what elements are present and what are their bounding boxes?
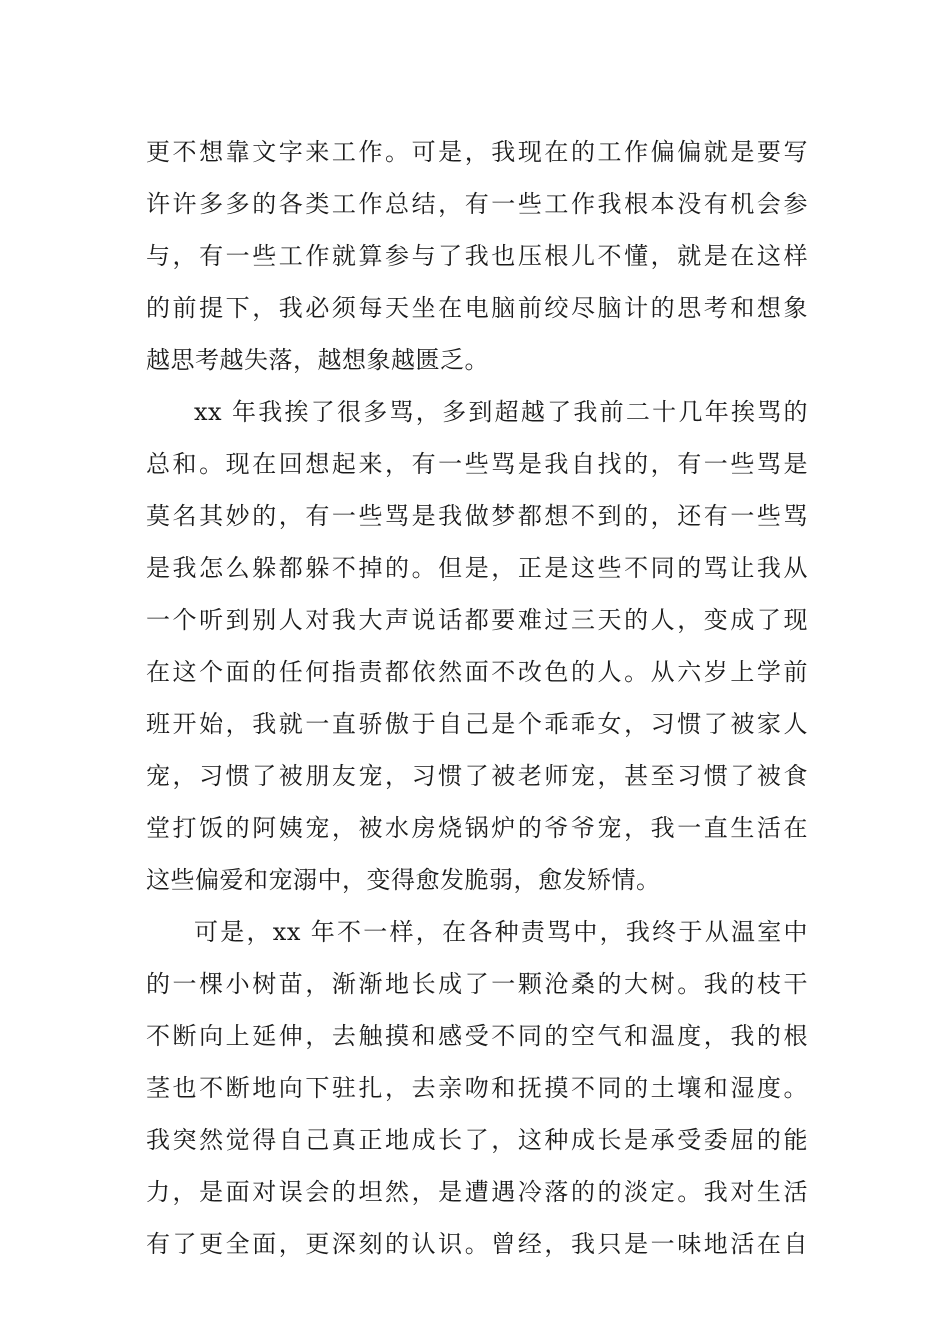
- text-line: 是我怎么躲都躲不掉的。但是，正是这些不同的骂让我从: [146, 554, 808, 582]
- text-line: 许许多多的各类工作总结，有一些工作我根本没有机会参: [146, 190, 808, 218]
- text-line: 力，是面对误会的坦然，是遭遇冷落的的淡定。我对生活: [146, 1178, 808, 1206]
- text-line: 茎也不断地向下驻扎，去亲吻和抚摸不同的土壤和湿度。: [146, 1074, 808, 1102]
- text-line: 莫名其妙的，有一些骂是我做梦都想不到的，还有一些骂: [146, 502, 808, 530]
- text-line: 宠，习惯了被朋友宠，习惯了被老师宠，甚至习惯了被食: [146, 762, 808, 790]
- paragraph-3: [146, 906, 808, 1270]
- paragraph-1: [146, 126, 808, 386]
- text-line: 越思考越失落，越想象越匮乏。: [146, 346, 489, 374]
- paragraph-2: [146, 386, 808, 906]
- text-line: 的一棵小树苗，渐渐地长成了一颗沧桑的大树。我的枝干: [146, 970, 808, 998]
- text-line: 这些偏爱和宠溺中，变得愈发脆弱，愈发矫情。: [146, 866, 661, 894]
- text-line: 我突然觉得自己真正地成长了，这种成长是承受委屈的能: [146, 1126, 808, 1154]
- text-line: 有了更全面，更深刻的认识。曾经，我只是一味地活在自: [146, 1230, 808, 1258]
- text-line: 总和。现在回想起来，有一些骂是我自找的，有一些骂是: [146, 450, 808, 478]
- text-line: 与，有一些工作就算参与了我也压根儿不懂，就是在这样: [146, 242, 808, 270]
- text-line: 不断向上延伸，去触摸和感受不同的空气和温度，我的根: [146, 1022, 808, 1050]
- text-line: 班开始，我就一直骄傲于自己是个乖乖女，习惯了被家人: [146, 710, 808, 738]
- text-line: xx 年我挨了很多骂，多到超越了我前二十几年挨骂的: [194, 398, 808, 426]
- text-line: 的前提下，我必须每天坐在电脑前绞尽脑计的思考和想象: [146, 294, 808, 322]
- text-line: 在这个面的任何指责都依然面不改色的人。从六岁上学前: [146, 658, 808, 686]
- text-line: 一个听到别人对我大声说话都要难过三天的人，变成了现: [146, 606, 808, 634]
- text-line: 可是，xx 年不一样，在各种责骂中，我终于从温室中: [194, 918, 808, 946]
- text-line: 更不想靠文字来工作。可是，我现在的工作偏偏就是要写: [146, 138, 808, 166]
- text-line: 堂打饭的阿姨宠，被水房烧锅炉的爷爷宠，我一直生活在: [146, 814, 808, 842]
- document-body: [146, 126, 808, 1270]
